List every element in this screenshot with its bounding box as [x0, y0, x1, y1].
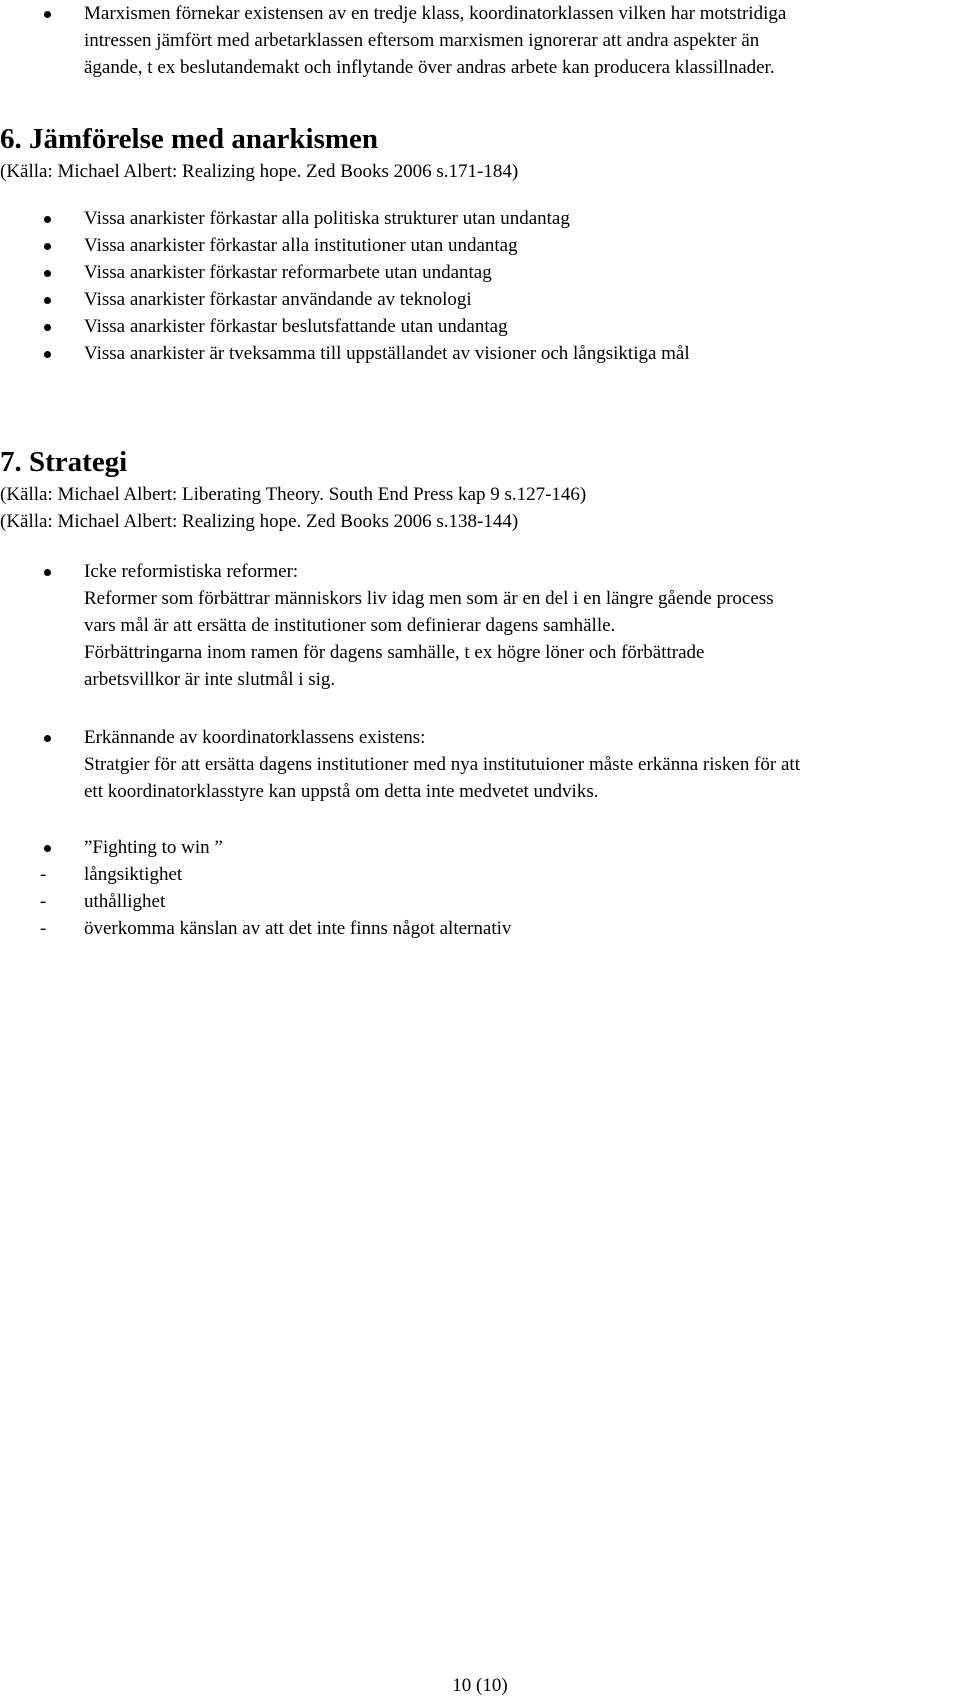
- paragraph-line: ett koordinatorklasstyre kan uppstå om detta inte medvetet undviks.: [84, 781, 599, 802]
- bullet-icon: [44, 845, 51, 852]
- dash-item: [0, 888, 960, 915]
- paragraph-line: arbetsvillkor är inte slutmål i sig.: [84, 669, 336, 690]
- list-item: [0, 232, 960, 259]
- list-item: [0, 724, 960, 751]
- list-item-text: Vissa anarkister förkastar alla politiska strukturer utan undantag: [84, 208, 570, 229]
- paragraph-line: Reformer som förbättrar människors liv idag men som är en del i en längre gående process: [84, 588, 774, 609]
- source-citation: (Källa: Michael Albert: Realizing hope. Zed Books 2006 s.171-184): [0, 161, 519, 182]
- text-line: [0, 612, 960, 639]
- list-item-text: uthållighet: [84, 891, 166, 912]
- paragraph-line: Förbättringarna inom ramen för dagens samhälle, t ex högre löner och förbättrade: [84, 642, 705, 663]
- section-heading: 6. Jämförelse med anarkismen: [0, 123, 379, 155]
- text-line: [0, 54, 960, 81]
- source-citation: (Källa: Michael Albert: Liberating Theory. South End Press kap 9 s.127-146): [0, 484, 587, 505]
- bullet-icon: [44, 351, 51, 358]
- bullet-icon: [44, 324, 51, 331]
- bullet-icon: [44, 270, 51, 277]
- list-item-text: överkomma känslan av att det inte finns något alternativ: [84, 918, 512, 939]
- list-item-text: ”Fighting to win ”: [84, 837, 223, 858]
- text-line: [0, 585, 960, 612]
- list-item: [0, 834, 960, 861]
- text-line: [0, 27, 960, 54]
- text-line: [0, 751, 960, 778]
- bullet-icon: [44, 735, 51, 742]
- paragraph-line: intressen jämfört med arbetarklassen eftersom marxismen ignorerar att andra aspekter än: [84, 30, 760, 51]
- list-item: [0, 205, 960, 232]
- dash-marker: -: [40, 864, 47, 885]
- list-item-text: Vissa anarkister är tveksamma till uppställandet av visioner och långsiktiga mål: [84, 343, 690, 364]
- paragraph-line: vars mål är att ersätta de institutioner som definierar dagens samhälle.: [84, 615, 616, 636]
- dash-item: [0, 861, 960, 888]
- text-line: [0, 0, 960, 27]
- list-item-text: Vissa anarkister förkastar användande av teknologi: [84, 289, 472, 310]
- list-item-text: långsiktighet: [84, 864, 183, 885]
- list-item: [0, 558, 960, 585]
- list-item: [0, 286, 960, 313]
- text-line: [0, 639, 960, 666]
- list-item-text: Erkännande av koordinatorklassens existens:: [84, 727, 426, 748]
- list-item-text: Icke reformistiska reformer:: [84, 561, 299, 582]
- source-citation: (Källa: Michael Albert: Realizing hope. Zed Books 2006 s.138-144): [0, 511, 519, 532]
- strategy-block-reforms: [0, 558, 960, 693]
- list-item: [0, 313, 960, 340]
- list-item-text: Vissa anarkister förkastar alla institutioner utan undantag: [84, 235, 518, 256]
- list-item: [0, 259, 960, 286]
- page-number: 10 (10): [452, 1675, 508, 1696]
- dash-item: [0, 915, 960, 942]
- list-item-text: Vissa anarkister förkastar reformarbete utan undantag: [84, 262, 492, 283]
- list-item-text: Vissa anarkister förkastar beslutsfattande utan undantag: [84, 316, 508, 337]
- intro-bullet: [0, 0, 960, 81]
- text-line: [0, 778, 960, 805]
- section-heading: 7. Strategi: [0, 446, 128, 478]
- dash-marker: -: [40, 891, 47, 912]
- list-item: [0, 340, 960, 367]
- anarchism-bullet-list: [0, 205, 960, 367]
- dash-marker: -: [40, 918, 47, 939]
- strategy-block-fighting: [0, 834, 960, 942]
- bullet-icon: [44, 243, 51, 250]
- paragraph-line: Stratgier för att ersätta dagens institutioner med nya institutuioner måste erkänna risken för att: [84, 754, 800, 775]
- bullet-icon: [44, 11, 51, 18]
- bullet-icon: [44, 297, 51, 304]
- bullet-icon: [44, 216, 51, 223]
- paragraph-line: ägande, t ex beslutandemakt och inflytande över andras arbete kan producera klassillnader.: [84, 57, 775, 78]
- text-line: [0, 666, 960, 693]
- paragraph-line: Marxismen förnekar existensen av en tredje klass, koordinatorklassen vilken har motstridiga: [84, 3, 787, 24]
- bullet-icon: [44, 569, 51, 576]
- strategy-block-coordinator: [0, 724, 960, 805]
